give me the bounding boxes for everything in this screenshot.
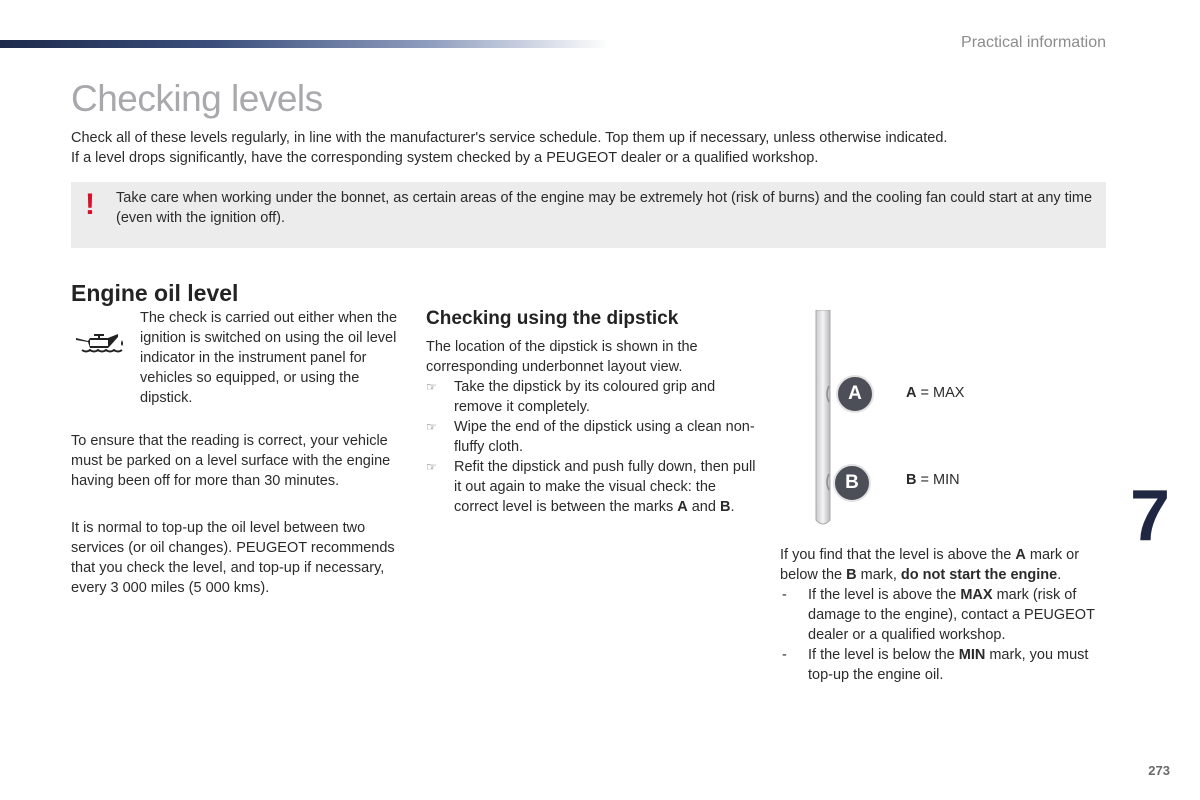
page-title: Checking levels [71, 78, 323, 119]
mark-a-ref: A [1015, 547, 1026, 563]
action-text: mark (risk of damage to the engine), contact a PEUGEOT dealer or a qualified workshop. [808, 587, 1095, 643]
intro-line: If a level drops significantly, have the corresponding system checked by a PEUGEOT dealer or a qualified workshop. [71, 150, 819, 166]
level-result-paragraph [780, 545, 1110, 585]
hand-pointer-icon: ☞ [426, 460, 437, 474]
list-item [780, 645, 1110, 685]
mark-a-letter: A [906, 385, 917, 401]
warning-text: Take care when working under the bonnet, as certain areas of the engine may be extremely hot (risk of burns) and the cooling fan could start at any time (even with the ignition off). [116, 190, 1093, 226]
step-text: and [687, 499, 720, 515]
action-text: mark, you must top-up the engine oil. [808, 647, 1089, 683]
hand-pointer-icon: ☞ [426, 380, 437, 394]
intro-line: Check all of these levels regularly, in line with the manufacturer's service schedule. Top them up if necessary, unless otherwise indicated. [71, 130, 948, 146]
warning-icon: ! [85, 188, 95, 221]
dipstick-illustration [813, 310, 833, 528]
mark-a-badge: A [836, 375, 874, 413]
result-text: mark or below the [780, 547, 1080, 583]
result-text: If you find that the level is above the [780, 547, 1016, 563]
list-dash: - [782, 587, 787, 603]
page-number: 273 [1148, 763, 1170, 778]
warning-box [71, 182, 1106, 248]
step-text: . [730, 499, 735, 515]
oil-can-icon [74, 330, 128, 356]
list-dash: - [782, 647, 787, 663]
topup-paragraph: It is normal to top-up the oil level between two services (or oil changes). PEUGEOT recommends that you check the level, and top-up if necessary, every 3 000 miles (5 000 kms). [71, 520, 395, 596]
step-text: Wipe the end of the dipstick using a clean non-fluffy cloth. [454, 419, 755, 455]
mark-a-label [906, 385, 964, 401]
dipstick-intro: The location of the dipstick is shown in the corresponding underbonnet layout view. [426, 339, 698, 375]
mark-b-label [906, 472, 960, 488]
dipstick-heading: Checking using the dipstick [426, 308, 679, 329]
result-emphasis: do not start the engine [900, 567, 1058, 583]
list-item [780, 585, 1110, 645]
step-text: Take the dipstick by its coloured grip and remove it completely. [454, 379, 716, 415]
result-text: . [1057, 567, 1062, 583]
result-text: mark, [856, 567, 901, 583]
mark-a-ref: A [677, 499, 688, 515]
dipstick-steps [426, 377, 756, 517]
intro [71, 128, 1121, 168]
list-item [426, 377, 756, 417]
action-text: If the level is above the [808, 587, 961, 603]
section-label: Practical information [961, 34, 1106, 51]
mark-b-ref: B [846, 567, 857, 583]
level-actions [780, 585, 1110, 685]
engine-oil-heading: Engine oil level [71, 280, 239, 306]
step-text: Refit the dipstick and push fully down, then pull it out again to make the visual check: the correct level is between the marks [454, 459, 756, 515]
engine-oil-intro: The check is carried out either when the ignition is switched on using the oil level indicator in the instrument panel for vehicles so equipped, or using the dipstick. [140, 310, 398, 406]
header-gradient-bar [0, 40, 610, 48]
mark-b-value: = MIN [916, 472, 960, 488]
mark-b-ref: B [719, 499, 731, 515]
hand-pointer-icon: ☞ [426, 420, 437, 434]
mark-b-letter: B [906, 472, 917, 488]
list-item [426, 457, 756, 517]
action-text: If the level is below the [808, 647, 959, 663]
level-surface-paragraph: To ensure that the reading is correct, your vehicle must be parked on a level surface with the engine having been off for more than 30 minutes. [71, 433, 391, 489]
mark-b-badge: B [833, 464, 871, 502]
action-emphasis: MAX [960, 587, 993, 603]
list-item [426, 417, 756, 457]
action-emphasis: MIN [958, 647, 986, 663]
chapter-number: 7 [1130, 476, 1171, 556]
mark-a-value: = MAX [916, 385, 965, 401]
